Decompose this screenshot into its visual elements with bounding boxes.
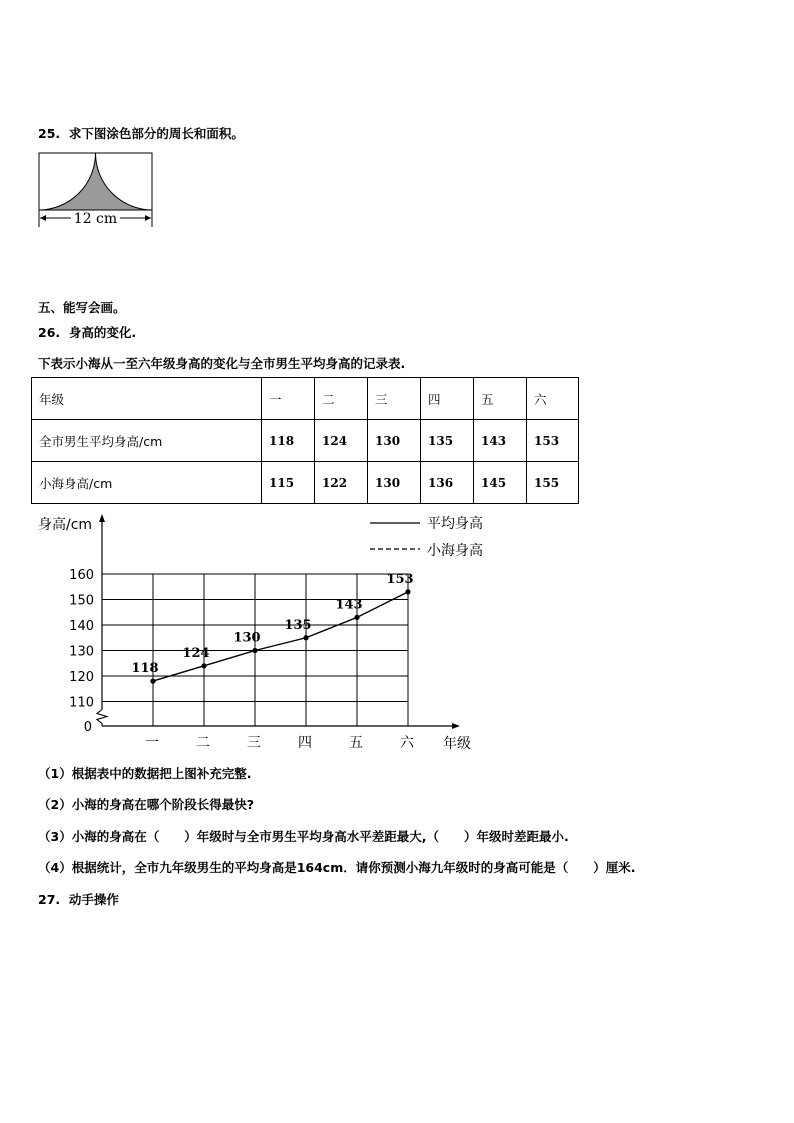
table-cell: 130 — [368, 420, 421, 462]
legend — [370, 515, 483, 559]
section-title: 五、能写会画。 — [38, 300, 126, 315]
x-tick-label: 二 — [196, 735, 210, 751]
table-row — [32, 420, 579, 462]
table-row — [32, 462, 579, 504]
row-label: 小海身高/cm — [32, 462, 262, 504]
y-tick-label: 160 — [69, 568, 94, 583]
plot-area — [69, 514, 460, 751]
x-tick-label: 四 — [298, 735, 312, 751]
height-record-table — [31, 377, 579, 504]
subquestion-2: （2）小海的身高在哪个阶段长得最快? — [38, 797, 254, 812]
data-point — [150, 679, 155, 684]
table-row — [32, 378, 579, 420]
table-cell: 155 — [527, 462, 579, 504]
table-cell: 145 — [474, 462, 527, 504]
data-point — [405, 589, 410, 594]
y-tick-label: 120 — [69, 670, 94, 685]
q26-title: 26. 身高的变化. — [38, 325, 137, 340]
y-axis-label: 身高/cm — [38, 517, 93, 533]
subquestion-3: （3）小海的身高在（ ）年级时与全市男生平均身高水平差距最大,（ ）年级时差距最小. — [38, 829, 569, 844]
y-tick-label: 130 — [69, 644, 94, 660]
data-point — [354, 615, 359, 620]
shaded-figure — [36, 150, 158, 230]
y-tick-label: 150 — [69, 593, 94, 609]
y-tick-label: 110 — [69, 695, 94, 711]
data-point — [252, 648, 257, 653]
table-header-cell: 二 — [315, 378, 368, 420]
data-label: 153 — [386, 571, 414, 587]
q25-text: 25. 求下图涂色部分的周长和面积。 — [38, 126, 244, 141]
height-line-chart — [30, 508, 500, 758]
q27-text: 27. 动手操作 — [38, 892, 119, 907]
dimension-label: 12 cm — [73, 211, 118, 227]
y-axis-arrow — [99, 514, 105, 522]
data-point — [303, 635, 308, 640]
row-label: 全市男生平均身高/cm — [32, 420, 262, 462]
data-label: 118 — [131, 661, 159, 677]
data-point — [201, 663, 206, 668]
x-tick-label: 五 — [349, 735, 363, 751]
table-cell: 124 — [315, 420, 368, 462]
x-tick-label: 一 — [145, 735, 159, 751]
legend-label-xiaohai: 小海身高 — [427, 543, 483, 559]
table-cell: 130 — [368, 462, 421, 504]
table-cell: 135 — [421, 420, 474, 462]
table-cell: 143 — [474, 420, 527, 462]
y-tick-label: 0 — [83, 720, 92, 735]
table-cell: 136 — [421, 462, 474, 504]
x-axis-arrow — [452, 723, 460, 729]
legend-label-average: 平均身高 — [427, 516, 483, 532]
data-label: 143 — [335, 597, 363, 613]
x-axis-label: 年级 — [443, 736, 471, 752]
y-tick-label: 140 — [69, 619, 94, 634]
x-tick-label: 三 — [247, 735, 261, 751]
table-header-cell: 三 — [368, 378, 421, 420]
subquestion-1: （1）根据表中的数据把上图补充完整. — [38, 766, 252, 781]
table-cell: 122 — [315, 462, 368, 504]
data-label: 130 — [233, 630, 261, 646]
subquestion-4: （4）根据统计，全市九年级男生的平均身高是164cm．请你预测小海九年级时的身高可能是（ ）厘米. — [38, 860, 636, 875]
table-header-cell: 六 — [527, 378, 579, 420]
table-header-cell: 四 — [421, 378, 474, 420]
table-cell: 118 — [262, 420, 315, 462]
data-label: 135 — [284, 617, 312, 633]
table-cell: 115 — [262, 462, 315, 504]
series-line-average — [153, 592, 408, 681]
axis-break-mark — [97, 710, 107, 727]
table-header-cell: 五 — [474, 378, 527, 420]
table-cell: 153 — [527, 420, 579, 462]
data-label: 124 — [182, 645, 210, 661]
x-tick-label: 六 — [400, 735, 414, 751]
table-header-cell: 一 — [262, 378, 315, 420]
q26-intro: 下表示小海从一至六年级身高的变化与全市男生平均身高的记录表. — [38, 356, 406, 371]
table-header-cell: 年级 — [32, 378, 262, 420]
shaded-region — [39, 153, 152, 210]
